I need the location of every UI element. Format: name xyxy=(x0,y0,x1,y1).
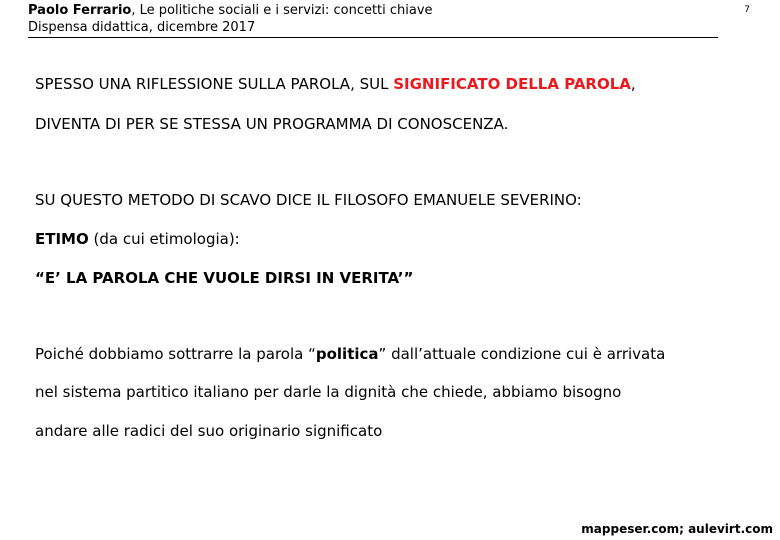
text-line-1 xyxy=(35,74,636,94)
text-line-3: SU QUESTO METODO DI SCAVO DICE IL FILOSOFO EMANUELE SEVERINO: xyxy=(35,191,582,209)
text-line-6-end: ” dall’attuale condizione cui è arrivata xyxy=(378,345,666,363)
text-line-1-end: , xyxy=(630,75,636,93)
text-line-4 xyxy=(35,229,240,249)
quote-line: “E’ LA PAROLA CHE VUOLE DIRSI IN VERITA’” xyxy=(35,269,414,287)
politica-term: politica xyxy=(315,345,379,363)
footer-credits: mappeser.com; aulevirt.com xyxy=(581,522,773,536)
header-title-line xyxy=(28,2,718,19)
text-line-1-start: SPESSO UNA RIFLESSIONE SULLA PAROLA, SUL xyxy=(35,75,394,93)
document-header xyxy=(28,2,718,38)
header-author: Paolo Ferrario xyxy=(28,3,132,18)
etimo-note: (da cui etimologia): xyxy=(88,230,240,248)
header-subtitle: Dispensa didattica, dicembre 2017 xyxy=(28,20,256,35)
page-number: 7 xyxy=(744,5,750,15)
text-line-6 xyxy=(35,344,665,364)
text-line-7: nel sistema partitico italiano per darle la dignità che chiede, abbiamo bisogno xyxy=(35,383,622,401)
header-title: , Le politiche sociali e i servizi: concetti chiave xyxy=(131,3,433,18)
text-line-8: andare alle radici del suo originario significato xyxy=(35,422,383,440)
etimo-term: ETIMO xyxy=(35,230,89,248)
highlighted-phrase: SIGNIFICATO DELLA PAROLA xyxy=(393,75,631,93)
text-line-6-start: Poiché dobbiamo sottrarre la parola “ xyxy=(35,345,316,363)
text-line-2: DIVENTA DI PER SE STESSA UN PROGRAMMA DI CONOSCENZA. xyxy=(35,115,509,133)
